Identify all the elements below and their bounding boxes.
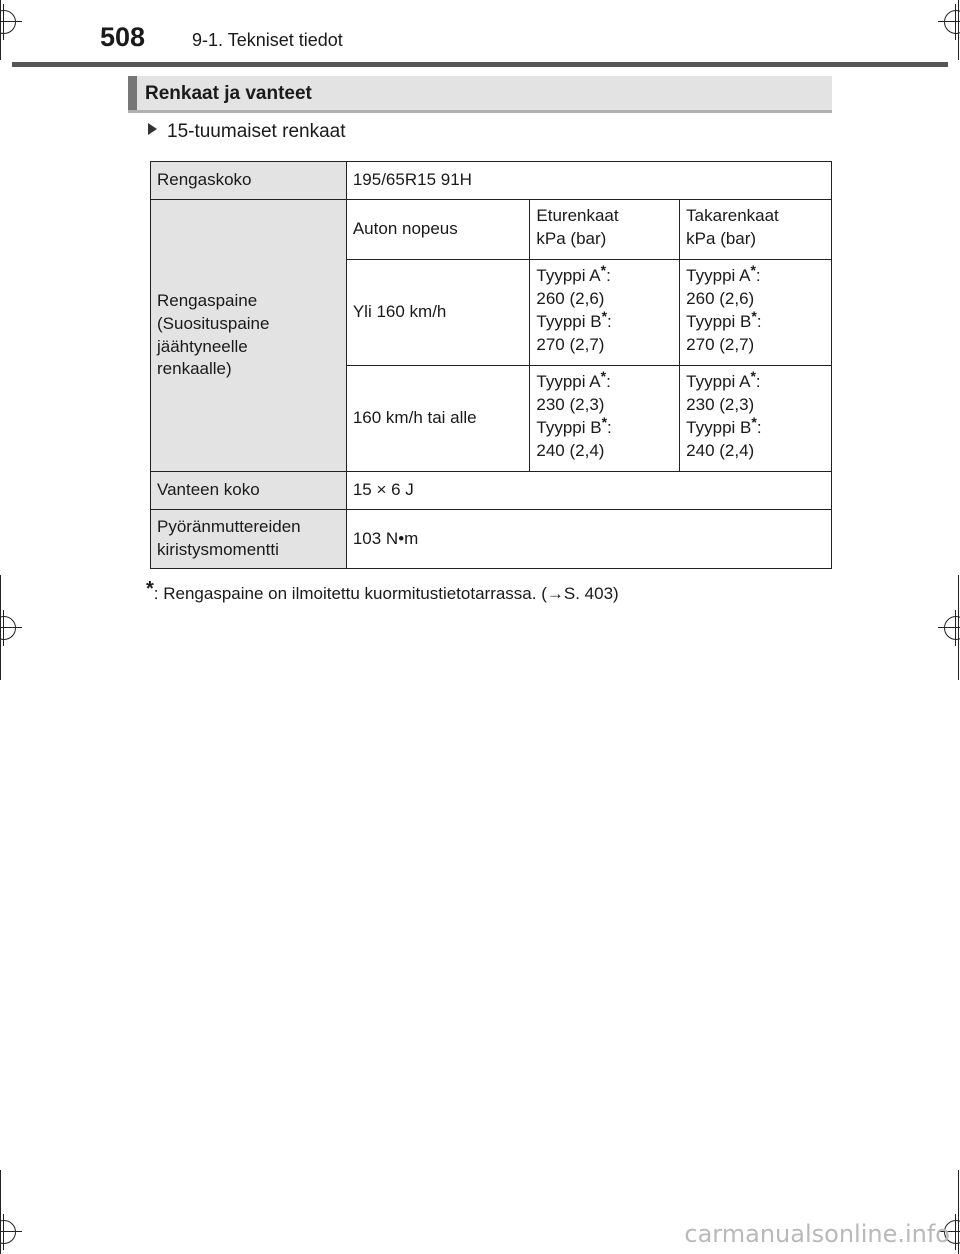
type-b-label: Tyyppi B xyxy=(536,311,602,331)
asterisk-mark: * xyxy=(601,307,608,324)
type-b-label: Tyyppi B xyxy=(686,417,752,437)
front-header-line: Eturenkaat xyxy=(536,206,619,225)
asterisk-mark: * xyxy=(751,307,757,324)
trim-line-right-mid xyxy=(958,575,959,680)
trim-line-right-bottom xyxy=(958,1170,959,1254)
type-a-label: Tyyppi A xyxy=(536,372,601,391)
type-b-value: 270 (2,7) xyxy=(686,334,755,354)
torque-label-line: Pyöränmuttereiden xyxy=(157,517,301,537)
footnote-page-ref[interactable]: S. 403) xyxy=(563,584,619,603)
crop-mark-bottom-left xyxy=(0,1214,22,1250)
crop-mark-top-right xyxy=(938,4,960,40)
table-row xyxy=(151,200,832,260)
asterisk-mark: * xyxy=(601,413,608,430)
asterisk-mark: * xyxy=(600,368,607,384)
torque-label xyxy=(151,510,347,569)
trim-line-left-mid xyxy=(0,575,1,680)
tire-specs-table xyxy=(150,161,832,569)
section-title: Renkaat ja vanteet xyxy=(145,83,312,104)
type-a-value: 230 (2,3) xyxy=(686,394,755,414)
type-a-value: 260 (2,6) xyxy=(686,288,755,308)
trim-line-left-bottom xyxy=(0,1170,1,1254)
table-row xyxy=(151,510,832,569)
section-accent xyxy=(128,76,137,110)
rear-header-line: kPa (bar) xyxy=(686,228,757,248)
subheading-text: 15-tuumaiset renkaat xyxy=(167,121,346,142)
tire-size-value: 195/65R15 91H xyxy=(346,162,831,200)
trim-line-left-top xyxy=(0,0,1,60)
chapter-title: 9-1. Tekniset tiedot xyxy=(192,30,343,50)
front-header xyxy=(530,200,680,260)
pressure-label xyxy=(151,200,347,472)
speed-header: Auton nopeus xyxy=(346,200,530,260)
torque-value: 103 N•m xyxy=(346,510,831,569)
type-b-label: Tyyppi B xyxy=(536,417,602,437)
trim-line-right-top xyxy=(958,0,959,60)
rear-header xyxy=(680,200,832,260)
type-a-label: Tyyppi A xyxy=(686,372,751,391)
type-a-label: Tyyppi A xyxy=(686,266,751,285)
header-rule xyxy=(12,62,948,67)
torque-label-line: kiristysmomentti xyxy=(157,540,279,559)
front-header-line: kPa (bar) xyxy=(536,228,607,248)
section-title-bar xyxy=(128,76,832,113)
type-a-value: 230 (2,3) xyxy=(536,394,605,414)
asterisk-mark: * xyxy=(750,368,756,384)
watermark: carmanualsonline.info xyxy=(684,1220,950,1248)
footnote xyxy=(146,578,619,604)
type-a-value: 260 (2,6) xyxy=(536,288,605,308)
type-b-label: Tyyppi B xyxy=(686,311,752,331)
crop-mark-mid-left xyxy=(0,610,22,646)
triangle-bullet-icon xyxy=(148,123,157,135)
type-a-label: Tyyppi A xyxy=(536,266,601,285)
type-b-value: 240 (2,4) xyxy=(536,440,605,460)
pressure-label-line: jäähtyneelle xyxy=(157,336,248,356)
type-b-value: 270 (2,7) xyxy=(536,334,605,354)
crop-mark-mid-right xyxy=(938,610,960,646)
type-b-value: 240 (2,4) xyxy=(686,440,755,460)
rear-pressure-cell: Tyyppi A*: 260 (2,6) Tyyppi B*: 270 (2,7) xyxy=(680,260,832,366)
pressure-label-line: (Suosituspaine xyxy=(157,313,270,333)
asterisk-mark: * xyxy=(600,262,607,278)
speed-cell: 160 km/h tai alle xyxy=(346,366,530,472)
speed-cell: Yli 160 km/h xyxy=(346,260,530,366)
pressure-label-line: Rengaspaine xyxy=(157,290,258,310)
asterisk-mark: * xyxy=(750,262,756,278)
asterisk-mark: * xyxy=(751,413,757,430)
arrow-right-icon: → xyxy=(546,584,564,603)
rear-header-line: Takarenkaat xyxy=(686,206,779,225)
rim-size-value: 15 × 6 J xyxy=(346,472,831,510)
footnote-text: : Rengaspaine on ilmoitettu kuormitustietotarrassa. ( xyxy=(153,584,547,603)
rear-pressure-cell: Tyyppi A*: 230 (2,3) Tyyppi B*: 240 (2,4) xyxy=(680,366,832,472)
page-number: 508 xyxy=(100,22,146,52)
rim-size-label: Vanteen koko xyxy=(151,472,347,510)
table-row xyxy=(151,162,832,200)
subheading xyxy=(148,121,346,143)
crop-mark-top-left xyxy=(0,4,22,40)
front-pressure-cell: Tyyppi A*: 230 (2,3) Tyyppi B*: 240 (2,4) xyxy=(530,366,680,472)
front-pressure-cell: Tyyppi A*: 260 (2,6) Tyyppi B*: 270 (2,7) xyxy=(530,260,680,366)
tire-size-label: Rengaskoko xyxy=(151,162,347,200)
pressure-label-line: renkaalle) xyxy=(157,359,232,379)
table-row xyxy=(151,472,832,510)
footnote-asterisk: * xyxy=(146,578,154,600)
